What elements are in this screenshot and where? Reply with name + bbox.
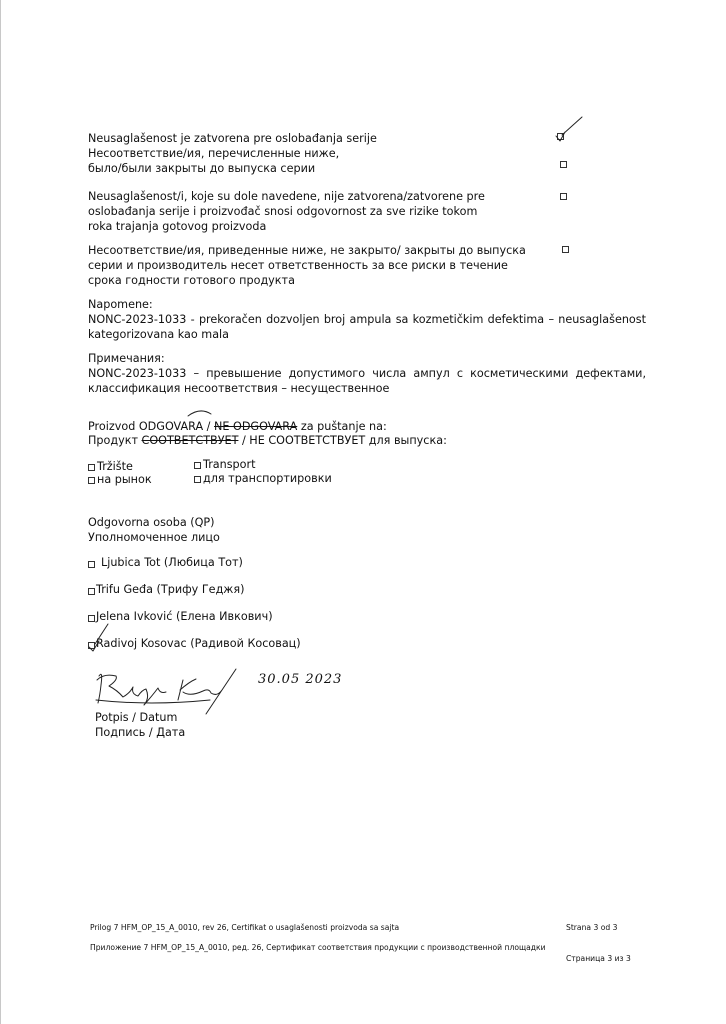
notes-ru-heading: Примечания: [88, 352, 165, 365]
scan-edge [0, 0, 1, 1024]
qp-person-4-checkbox[interactable] [88, 642, 95, 649]
transport-checkbox[interactable] [194, 462, 201, 469]
qp-heading-sr: Odgovorna osoba (QP) [88, 516, 215, 529]
status-closed-checkbox[interactable] [557, 133, 564, 140]
status-open-sr-checkbox[interactable] [560, 193, 567, 200]
status-closed-sr: Neusaglašenost je zatvorena pre oslobađanja serije [88, 132, 377, 145]
transport-label-ru: для транспортировки [203, 472, 332, 485]
qp-person-3-checkbox[interactable] [88, 615, 95, 622]
release-sr-option-ne-odgovara[interactable]: NE ODGOVARA [214, 420, 298, 433]
status-closed-ru-checkbox[interactable] [560, 161, 567, 168]
notes-sr-block [88, 297, 646, 342]
market-label-sr: Tržište [97, 460, 133, 473]
status-open-ru-checkbox[interactable] [562, 246, 569, 253]
release-sr-sep: / [203, 420, 215, 433]
status-open-ru-block [88, 243, 526, 288]
status-closed-block [88, 131, 377, 176]
market-ru-checkbox[interactable] [88, 477, 95, 484]
status-open-ru-2: серии и производитель несет ответственность за все риски в течение [88, 259, 508, 272]
notes-sr-text: NONC-2023-1033 - prekoračen dozvoljen broj ampula sa kozmetičkim defektima – neusaglašenost kategorizovana kao mala [88, 313, 646, 341]
qp-person-2-checkbox[interactable] [88, 588, 95, 595]
release-ru-line [88, 433, 447, 448]
signature-stroke-2 [178, 669, 236, 714]
status-closed-ru-1: Несоответствие/ия, перечисленные ниже, [88, 147, 340, 160]
signature-date: 30.05 2023 [258, 672, 343, 687]
release-sr-post: za puštanje na: [297, 420, 387, 433]
release-arc-mark [188, 411, 211, 416]
footer-ru-left: Приложение 7 HFM_OP_15_A_0010, ред. 26, Сертификат соответствия продукции с производственной площадки [90, 943, 546, 952]
status-open-ru-3: срока годности готового продукта [88, 274, 295, 287]
qp-heading-block [88, 515, 220, 545]
signature-underline [96, 700, 210, 703]
release-ru-option-sootvetstvuet[interactable]: СООТВЕТСТВУЕТ [141, 434, 239, 447]
notes-ru-text: NONC-2023-1033 – превышение допустимого числа ампул с косметическими дефектами, классификация несоответствия – несущественное [88, 367, 646, 395]
release-ru-pre: Продукт [88, 434, 142, 447]
qp-person-1-checkbox[interactable] [88, 561, 95, 568]
footer-sr-right: Strana 3 od 3 [566, 923, 618, 932]
qp-person-3: Jelena Ivković (Елена Ивкович) [96, 610, 273, 623]
market-checkbox[interactable] [88, 464, 95, 471]
transport-label-sr: Transport [203, 458, 256, 471]
status-open-sr-2: oslobađanja serije i proizvođač snosi odgovornost za sve rizike tokom [88, 205, 478, 218]
footer-sr-left: Prilog 7 HFM_OP_15_A_0010, rev 26, Certifikat o usaglašenosti proizvoda sa sajta [90, 923, 400, 932]
market-label-ru: на рынок [97, 473, 152, 486]
status-open-sr-1: Neusaglašenost/i, koje su dole navedene, nije zatvorena/zatvorene pre [88, 190, 485, 203]
signature-stroke-1 [97, 674, 166, 705]
sign-label-ru: Подпись / Дата [95, 726, 186, 739]
status-open-ru-1: Несоответствие/ия, приведенные ниже, не закрыто/ закрыты до выпуска [88, 244, 526, 257]
qp-person-4: Radivoj Kosovac (Радивой Косовац) [96, 637, 301, 650]
footer-ru-right: Страница 3 из 3 [566, 954, 631, 963]
release-sr-option-odgovara[interactable]: ODGOVARA [138, 420, 204, 433]
status-open-sr-block [88, 189, 485, 234]
status-closed-ru-2: было/были закрыты до выпуска серии [88, 162, 316, 175]
qp-heading-ru: Уполномоченное лицо [88, 531, 220, 544]
sign-label-block [95, 710, 185, 740]
release-ru-post: / НЕ СООТВЕТСТВУЕТ для выпуска: [238, 434, 447, 447]
qp-person-1: Ljubica Tot (Любица Тот) [101, 556, 243, 569]
release-sr-pre: Proizvod [88, 420, 139, 433]
notes-sr-heading: Napomene: [88, 298, 153, 311]
release-sr-line [88, 419, 387, 434]
notes-ru-block [88, 351, 646, 396]
transport-ru-checkbox[interactable] [194, 476, 201, 483]
status-open-sr-3: roka trajanja gotovog proizvoda [88, 220, 267, 233]
qp-person-2: Trifu Geđa (Трифу Геджя) [96, 583, 245, 596]
sign-label-sr: Potpis / Datum [95, 711, 178, 724]
